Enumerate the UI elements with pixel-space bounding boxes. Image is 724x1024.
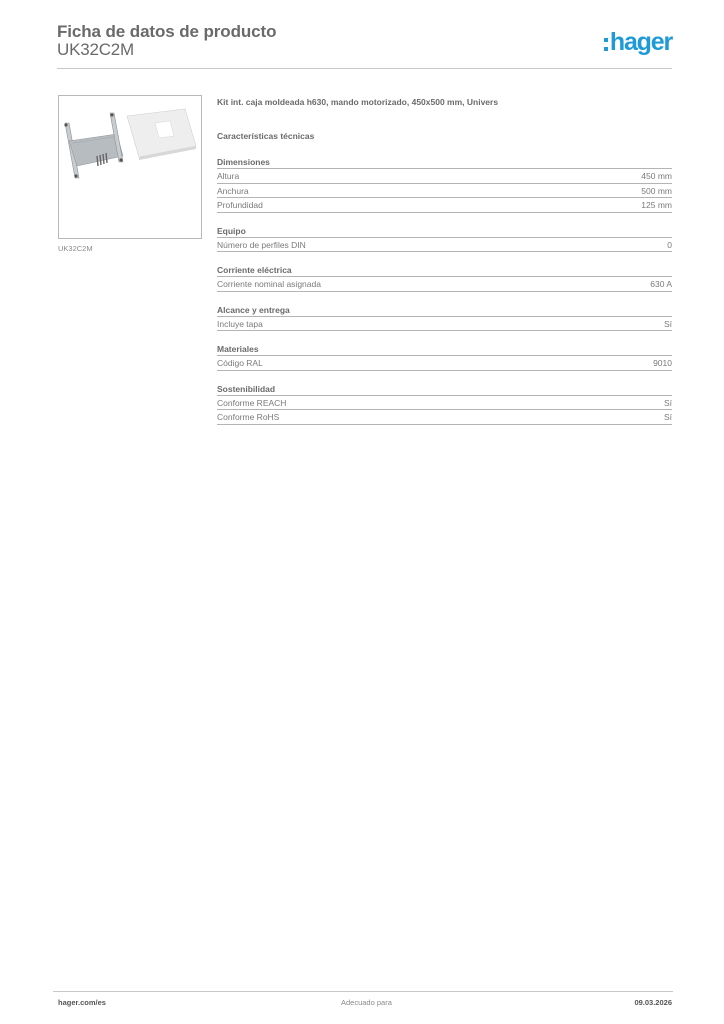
spec-value: 500 mm	[641, 185, 672, 196]
spec-row	[217, 277, 672, 292]
group-title: Alcance y entrega	[217, 304, 672, 317]
spec-label: Corriente nominal asignada	[217, 279, 321, 289]
spec-value: 9010	[653, 358, 672, 368]
spec-label: Número de perfiles DIN	[217, 239, 306, 250]
spec-label: Conforme REACH	[217, 397, 287, 408]
document-title: Ficha de datos de producto	[57, 22, 277, 41]
group-corriente-electrica	[217, 264, 672, 292]
spec-row	[217, 356, 672, 371]
document-header	[57, 20, 672, 68]
footer-divider	[53, 991, 673, 992]
spec-row	[217, 198, 672, 213]
spec-value: 0	[667, 239, 672, 250]
spec-row	[217, 184, 672, 199]
spec-value: 125 mm	[641, 200, 672, 210]
website-link[interactable]: hager.com/es	[58, 998, 106, 1007]
spec-row	[217, 317, 672, 332]
group-title: Dimensiones	[217, 156, 672, 169]
logo-text: hager	[609, 27, 672, 56]
product-photo-icon	[59, 96, 201, 238]
spec-value: Sí	[663, 397, 672, 408]
group-equipo	[217, 225, 672, 253]
spec-label: Incluye tapa	[217, 318, 263, 329]
spec-label: Anchura	[217, 185, 249, 196]
spec-label: Conforme RoHS	[217, 412, 280, 422]
specifications-panel	[217, 96, 672, 425]
group-title: Materiales	[217, 343, 672, 356]
spec-row	[217, 169, 672, 184]
footer-note: Adecuado para	[341, 998, 392, 1007]
group-title: Sostenibilidad	[217, 383, 672, 396]
spec-row	[217, 396, 672, 411]
product-code: UK32C2M	[57, 40, 135, 59]
spec-label: Altura	[217, 171, 240, 181]
spec-label: Profundidad	[217, 200, 263, 210]
group-sostenibilidad	[217, 383, 672, 425]
spec-value: Sí	[663, 412, 672, 422]
spec-label: Código RAL	[217, 358, 263, 368]
spec-row	[217, 238, 672, 253]
logo-colon-icon	[604, 38, 608, 51]
group-dimensiones	[217, 156, 672, 213]
characteristics-heading: Características técnicas	[217, 131, 315, 141]
product-description: Kit int. caja moldeada h630, mando motorizado, 450x500 mm, Univers	[217, 97, 499, 107]
document-footer	[58, 998, 672, 1010]
group-alcance-entrega	[217, 304, 672, 332]
header-divider	[57, 68, 672, 69]
image-caption: UK32C2M	[58, 244, 93, 253]
hager-logo	[604, 28, 672, 56]
document-date: 09.03.2026	[634, 998, 672, 1007]
spec-value: 450 mm	[641, 171, 672, 181]
group-title: Equipo	[217, 225, 672, 238]
product-image	[58, 95, 202, 239]
group-materiales	[217, 343, 672, 371]
group-title: Corriente eléctrica	[217, 264, 672, 277]
spec-value: Sí	[663, 318, 672, 329]
spec-value: 630 A	[650, 279, 672, 289]
spec-row	[217, 410, 672, 425]
